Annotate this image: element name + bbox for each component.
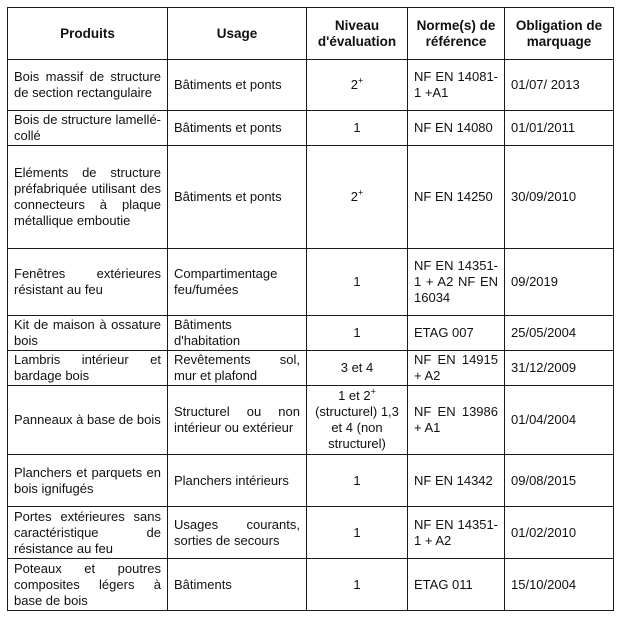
cell-norme: NF EN 14342 — [408, 455, 505, 507]
cell-produit: Planchers et parquets en bois ignifugés — [8, 455, 168, 507]
cell-produit: Lambris intérieur et bardage bois — [8, 351, 168, 386]
cell-produit: Poteaux et poutres composites légers à base de bois — [8, 559, 168, 611]
table-row — [8, 60, 614, 111]
cell-usage: Planchers intérieurs — [168, 455, 307, 507]
cell-usage: Bâtiments — [168, 559, 307, 611]
table-header — [8, 8, 614, 60]
table-row — [8, 455, 614, 507]
cell-produit: Panneaux à base de bois — [8, 386, 168, 455]
header-row — [8, 8, 614, 60]
cell-usage: Bâtiments et ponts — [168, 146, 307, 249]
cell-obligation: 01/04/2004 — [505, 386, 614, 455]
cell-norme: ETAG 007 — [408, 316, 505, 351]
header-niveau: Niveau d'évaluation — [307, 8, 408, 60]
table-row — [8, 111, 614, 146]
cell-usage: Compartimentage feu/fumées — [168, 249, 307, 316]
cell-niveau: 1 — [307, 316, 408, 351]
cell-niveau: 1 — [307, 455, 408, 507]
cell-norme: NF EN 14351-1 + A2 NF EN 16034 — [408, 249, 505, 316]
table-body — [8, 60, 614, 611]
cell-obligation: 15/10/2004 — [505, 559, 614, 611]
cell-norme: NF EN 13986 + A1 — [408, 386, 505, 455]
cell-niveau: 1 et 2+ (structurel) 1,3 et 4 (non structurel) — [307, 386, 408, 455]
cell-norme: NF EN 14081-1 +A1 — [408, 60, 505, 111]
cell-produit: Fenêtres extérieures résistant au feu — [8, 249, 168, 316]
table-row — [8, 351, 614, 386]
table-row — [8, 146, 614, 249]
table-row — [8, 386, 614, 455]
cell-produit: Kit de maison à ossature bois — [8, 316, 168, 351]
header-obligation: Obligation de marquage — [505, 8, 614, 60]
cell-produit: Portes extérieures sans caractéristique de résistance au feu — [8, 507, 168, 559]
table-row — [8, 507, 614, 559]
cell-niveau: 1 — [307, 249, 408, 316]
cell-obligation: 09/2019 — [505, 249, 614, 316]
cell-niveau: 3 et 4 — [307, 351, 408, 386]
cell-usage: Bâtiments et ponts — [168, 60, 307, 111]
cell-usage: Usages courants, sorties de secours — [168, 507, 307, 559]
cell-niveau: 1 — [307, 507, 408, 559]
table-row — [8, 316, 614, 351]
cell-niveau: 2+ — [307, 60, 408, 111]
table-row — [8, 249, 614, 316]
cell-norme: ETAG 011 — [408, 559, 505, 611]
table-row — [8, 559, 614, 611]
cell-produit: Eléments de structure préfabriquée utilisant des connecteurs à plaque métallique emboutie — [8, 146, 168, 249]
cell-usage: Structurel ou non intérieur ou extérieur — [168, 386, 307, 455]
cell-niveau: 2+ — [307, 146, 408, 249]
cell-obligation: 01/02/2010 — [505, 507, 614, 559]
cell-produit: Bois de structure lamellé-collé — [8, 111, 168, 146]
header-norme: Norme(s) de référence — [408, 8, 505, 60]
cell-niveau: 1 — [307, 111, 408, 146]
cell-obligation: 01/01/2011 — [505, 111, 614, 146]
cell-obligation: 31/12/2009 — [505, 351, 614, 386]
cell-obligation: 25/05/2004 — [505, 316, 614, 351]
cell-obligation: 09/08/2015 — [505, 455, 614, 507]
cell-usage: Bâtiments et ponts — [168, 111, 307, 146]
cell-norme: NF EN 14915 + A2 — [408, 351, 505, 386]
cell-norme: NF EN 14250 — [408, 146, 505, 249]
cell-niveau: 1 — [307, 559, 408, 611]
cell-obligation: 30/09/2010 — [505, 146, 614, 249]
cell-usage: Revêtements sol, mur et plafond — [168, 351, 307, 386]
cell-usage: Bâtiments d'habitation — [168, 316, 307, 351]
header-usage: Usage — [168, 8, 307, 60]
ce-marking-table — [7, 7, 614, 611]
cell-norme: NF EN 14351-1 + A2 — [408, 507, 505, 559]
header-produits: Produits — [8, 8, 168, 60]
cell-norme: NF EN 14080 — [408, 111, 505, 146]
cell-produit: Bois massif de structure de section rectangulaire — [8, 60, 168, 111]
cell-obligation: 01/07/ 2013 — [505, 60, 614, 111]
